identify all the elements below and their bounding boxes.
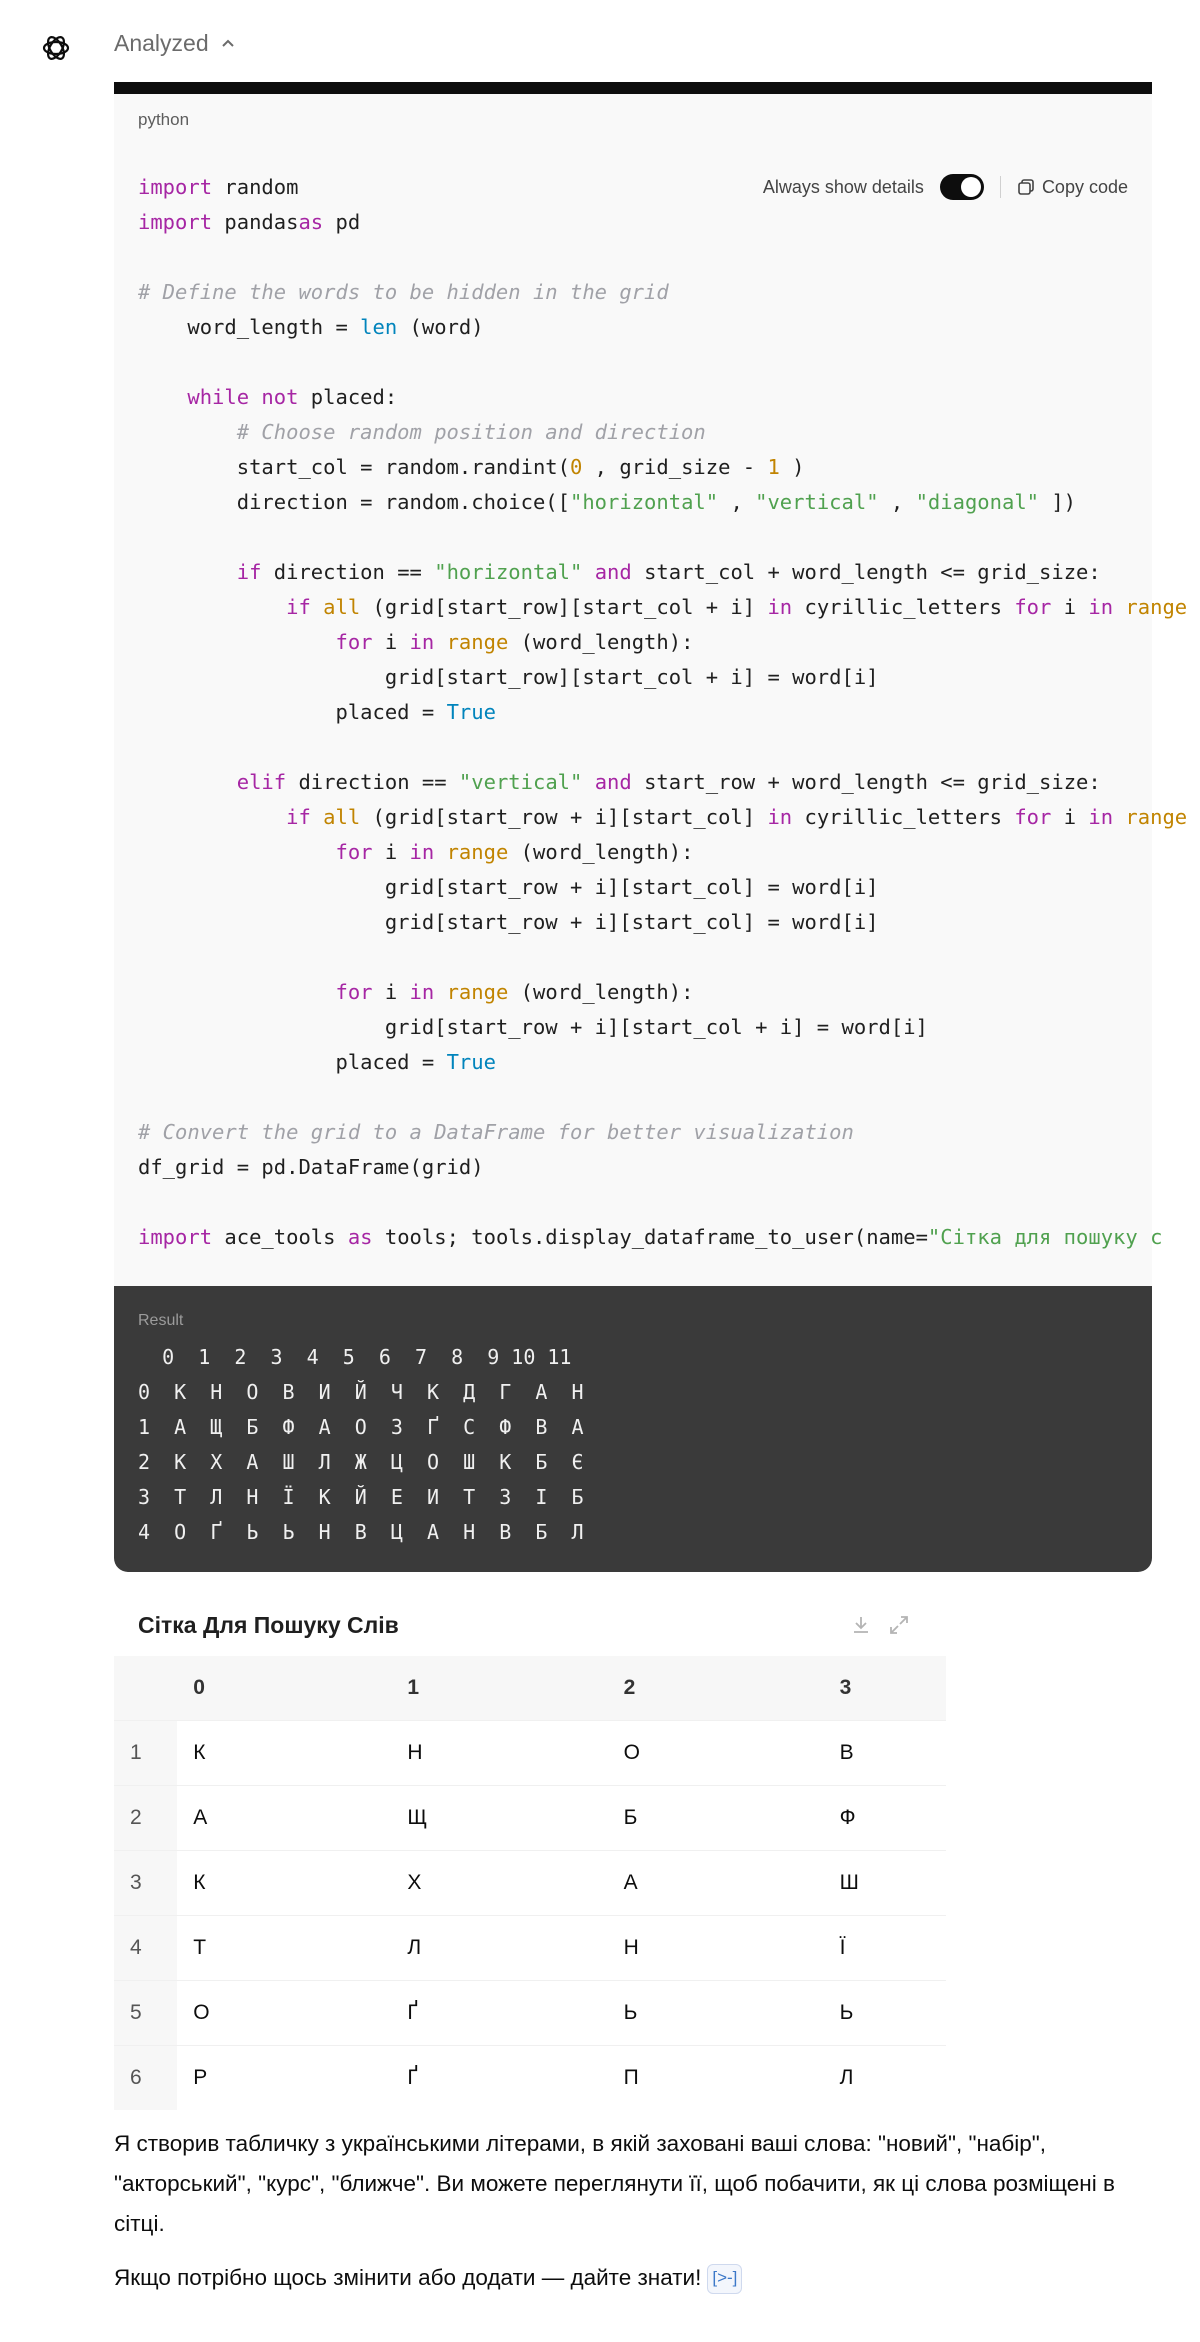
- code-line: [138, 240, 1138, 275]
- analyzed-toggle[interactable]: [114, 30, 237, 57]
- code-line: [138, 835, 1138, 870]
- code-token: all: [323, 595, 373, 619]
- always-show-details-label: Always show details: [762, 176, 924, 197]
- table-cell: Н: [624, 1916, 840, 1981]
- table-row: [114, 1916, 946, 1981]
- table-cell: Ш: [840, 1851, 946, 1916]
- code-token: i: [384, 840, 410, 864]
- code-token: True: [446, 700, 496, 724]
- table-row: [114, 1851, 946, 1916]
- code-line: [138, 450, 1138, 485]
- code-token: in: [409, 980, 447, 1004]
- citation-link[interactable]: [>-]: [707, 2264, 742, 2294]
- code-token: (word_length):: [520, 630, 694, 654]
- code-token: pandas: [224, 210, 299, 234]
- table-cell: Т: [177, 1916, 407, 1981]
- code-token: if: [286, 805, 324, 829]
- code-token: for: [335, 980, 385, 1004]
- code-line: [138, 800, 1188, 835]
- toolbar-divider: [1000, 176, 1001, 198]
- code-token: elif: [236, 770, 299, 794]
- code-line: [138, 940, 1138, 975]
- table-row: [114, 1981, 946, 2046]
- code-token: "horizontal": [434, 560, 595, 584]
- code-token: in: [1088, 805, 1126, 829]
- table-cell: Н: [407, 1721, 623, 1786]
- code-token: in: [409, 630, 447, 654]
- code-token: import: [138, 210, 225, 234]
- column-header[interactable]: 0: [177, 1656, 407, 1721]
- copy-code-label: Copy code: [1041, 176, 1128, 197]
- code-line: [138, 590, 1188, 625]
- code-token: 0: [569, 455, 595, 479]
- table-cell: К: [177, 1721, 407, 1786]
- code-token: (word): [409, 315, 484, 339]
- code-line: [138, 695, 1138, 730]
- code-line: [138, 625, 1138, 660]
- code-line: [138, 1115, 1138, 1150]
- code-line: [138, 415, 1138, 450]
- code-token: import: [138, 175, 225, 199]
- row-index: 5: [114, 1981, 177, 2046]
- code-token: (grid[start_row + i][start_col]: [372, 805, 768, 829]
- code-content: [138, 170, 1188, 1255]
- code-token: and: [594, 770, 645, 794]
- table-cell: Ь: [840, 1981, 946, 2046]
- result-row: 0 К Н О В И Й Ч К Д Г А Н: [138, 1380, 584, 1404]
- table-cell: Л: [840, 2046, 946, 2111]
- code-token: if: [236, 560, 274, 584]
- result-label: Result: [138, 1312, 184, 1329]
- code-token: placed =: [138, 700, 447, 724]
- code-token: for: [335, 630, 385, 654]
- code-line: [138, 1220, 1163, 1255]
- code-token: grid[start_row + i][start_col] = word[i]: [138, 875, 879, 899]
- table-cell: О: [177, 1981, 407, 2046]
- code-token: # Choose random position and direction: [138, 420, 706, 444]
- expand-icon[interactable]: [888, 1614, 910, 1636]
- code-line: [138, 555, 1138, 590]
- table-cell: Ф: [840, 1786, 946, 1851]
- code-token: while not: [187, 385, 311, 409]
- code-token: placed =: [138, 1050, 447, 1074]
- code-token: # Convert the grid to a DataFrame for better visualization: [138, 1120, 854, 1144]
- table-cell: Щ: [407, 1786, 623, 1851]
- code-token: in: [767, 595, 805, 619]
- code-token: import: [138, 1225, 225, 1249]
- code-token: all: [323, 805, 373, 829]
- code-token: and: [594, 560, 645, 584]
- code-token: range: [1125, 595, 1188, 619]
- code-token: start_col + word_length <= grid_size:: [644, 560, 1101, 584]
- code-line: [138, 310, 1138, 345]
- code-line: [138, 765, 1138, 800]
- code-token: random: [224, 175, 299, 199]
- message-text: Якщо потрібно щось змінити або додати — дайте знати!: [114, 2265, 702, 2290]
- code-token: # Define the words to be hidden in the grid: [138, 280, 669, 304]
- table-cell: А: [624, 1851, 840, 1916]
- code-token: ,: [890, 490, 916, 514]
- table-cell: Ґ: [407, 2046, 623, 2111]
- table-header-row: [114, 1656, 946, 1721]
- code-line: [138, 975, 1138, 1010]
- code-token: as: [298, 210, 336, 234]
- code-line: [138, 730, 1138, 765]
- assistant-message-paragraph: [114, 2258, 1154, 2298]
- code-token: [138, 840, 335, 864]
- code-token: start_col = random.randint(: [138, 455, 570, 479]
- code-token: direction = random.choice([: [138, 490, 570, 514]
- row-index: 6: [114, 2046, 177, 2111]
- code-token: placed:: [310, 385, 398, 409]
- code-token: "vertical": [755, 490, 891, 514]
- code-line: [138, 205, 1138, 240]
- table-row: [114, 2046, 946, 2111]
- code-token: i: [384, 630, 410, 654]
- column-header[interactable]: 3: [840, 1656, 946, 1721]
- code-token: "diagonal": [915, 490, 1052, 514]
- table-cell: Ґ: [407, 1981, 623, 2046]
- result-row: 3 Т Л Н Ї К Й Е И Т З І Б: [138, 1485, 584, 1509]
- code-token: 1: [767, 455, 793, 479]
- code-line: [138, 660, 1138, 695]
- code-token: (word_length):: [520, 980, 694, 1004]
- code-token: in: [1088, 595, 1126, 619]
- code-block-topbar: [114, 82, 1152, 94]
- code-token: cyrillic_letters: [804, 595, 1015, 619]
- code-token: len: [360, 315, 410, 339]
- code-token: range: [1125, 805, 1188, 829]
- assistant-message-paragraph: Я створив табличку з українськими літерами, в якій заховані ваші слова: "новий", "набір", "акторський", "курс", "ближче". Ви можете переглянути її, щоб побачити, як ці слова розміщені в сітці.: [114, 2131, 1115, 2236]
- code-token: ]): [1051, 490, 1077, 514]
- code-token: [138, 595, 286, 619]
- code-token: for: [1014, 805, 1064, 829]
- code-line: [138, 1010, 1138, 1045]
- code-line: [138, 345, 1138, 380]
- code-token: ace_tools: [224, 1225, 348, 1249]
- table-row: [114, 1721, 946, 1786]
- code-token: cyrillic_letters: [804, 805, 1015, 829]
- table-cell: В: [840, 1721, 946, 1786]
- code-token: i: [1063, 805, 1089, 829]
- code-token: tools; tools.display_dataframe_to_user(name=: [384, 1225, 928, 1249]
- code-token: (grid[start_row][start_col + i]: [372, 595, 768, 619]
- copy-icon: [1017, 178, 1035, 196]
- code-line: [138, 485, 1138, 520]
- code-line: [138, 870, 1138, 905]
- code-token: range: [446, 840, 521, 864]
- result-header-row: 0 1 2 3 4 5 6 7 8 9 10 11: [138, 1345, 572, 1369]
- table-cell: О: [624, 1721, 840, 1786]
- code-token: ,: [730, 490, 756, 514]
- code-token: df_grid = pd.DataFrame(grid): [138, 1155, 484, 1179]
- code-line: [138, 1150, 1138, 1185]
- code-token: "horizontal": [569, 490, 731, 514]
- code-token: word_length =: [138, 315, 361, 339]
- table-cell: Р: [177, 2046, 407, 2111]
- result-output: [138, 1340, 584, 1550]
- row-index: 2: [114, 1786, 177, 1851]
- code-toolbar: [763, 174, 1128, 200]
- result-row: 4 О Ґ Ь Ь Н В Ц А Н В Б Л: [138, 1520, 584, 1544]
- table-cell: К: [177, 1851, 407, 1916]
- code-line: [138, 1045, 1138, 1080]
- chatgpt-logo-icon: [40, 32, 72, 64]
- code-token: "vertical": [458, 770, 595, 794]
- code-token: ): [792, 455, 805, 479]
- code-line: [138, 1080, 1138, 1115]
- table-title: Сітка Для Пошуку Слів: [138, 1612, 399, 1638]
- code-token: [138, 770, 237, 794]
- code-language-label: python: [138, 110, 190, 129]
- table-cell: П: [624, 2046, 840, 2111]
- code-token: for: [335, 840, 385, 864]
- code-token: grid[start_row + i][start_col] = word[i]: [138, 910, 879, 934]
- code-token: grid[start_row + i][start_col + i] = word[i]: [138, 1015, 928, 1039]
- code-token: i: [1063, 595, 1089, 619]
- result-panel: [114, 1286, 1152, 1572]
- data-table: [114, 1656, 946, 2110]
- code-token: [138, 560, 237, 584]
- table-actions: [850, 1614, 910, 1636]
- code-token: direction ==: [298, 770, 459, 794]
- chevron-up-icon: [219, 35, 237, 53]
- code-token: for: [1014, 595, 1064, 619]
- code-token: grid[start_row][start_col + i] = word[i]: [138, 665, 879, 689]
- code-token: [138, 805, 286, 829]
- index-header: [114, 1656, 177, 1721]
- row-index: 4: [114, 1916, 177, 1981]
- code-token: True: [446, 1050, 496, 1074]
- code-line: [138, 275, 1138, 310]
- table-cell: Б: [624, 1786, 840, 1851]
- code-token: range: [446, 630, 521, 654]
- code-line: [138, 380, 1138, 415]
- code-token: [138, 980, 335, 1004]
- code-token: if: [286, 595, 324, 619]
- code-token: start_row + word_length <= grid_size:: [644, 770, 1101, 794]
- table-cell: Х: [407, 1851, 623, 1916]
- table-cell: А: [177, 1786, 407, 1851]
- table-row: [114, 1786, 946, 1851]
- code-token: , grid_size -: [594, 455, 768, 479]
- table-cell: Ї: [840, 1916, 946, 1981]
- code-token: i: [384, 980, 410, 1004]
- code-token: pd: [335, 210, 361, 234]
- result-row: 2 К Х А Ш Л Ж Ц О Ш К Б Є: [138, 1450, 584, 1474]
- copy-code-button[interactable]: [1017, 177, 1128, 198]
- result-row: 1 А Щ Б Ф А О З Ґ С Ф В А: [138, 1415, 584, 1439]
- download-icon[interactable]: [850, 1614, 872, 1636]
- column-header[interactable]: 2: [624, 1656, 840, 1721]
- code-token: direction ==: [273, 560, 435, 584]
- column-header[interactable]: 1: [407, 1656, 623, 1721]
- code-token: [138, 385, 187, 409]
- code-line: [138, 520, 1138, 555]
- code-token: [138, 630, 335, 654]
- code-line: [138, 1185, 1138, 1220]
- code-token: "Сітка для пошуку с: [927, 1225, 1163, 1249]
- code-token: (word_length):: [520, 840, 694, 864]
- table-cell: Л: [407, 1916, 623, 1981]
- analyzed-label: Analyzed: [114, 30, 209, 56]
- table-cell: Ь: [624, 1981, 840, 2046]
- code-token: range: [446, 980, 521, 1004]
- code-line: [138, 905, 1138, 940]
- row-index: 3: [114, 1851, 177, 1916]
- code-token: in: [409, 840, 447, 864]
- code-token: in: [767, 805, 805, 829]
- row-index: 1: [114, 1721, 177, 1786]
- always-show-details-toggle[interactable]: [940, 174, 984, 200]
- code-token: as: [347, 1225, 385, 1249]
